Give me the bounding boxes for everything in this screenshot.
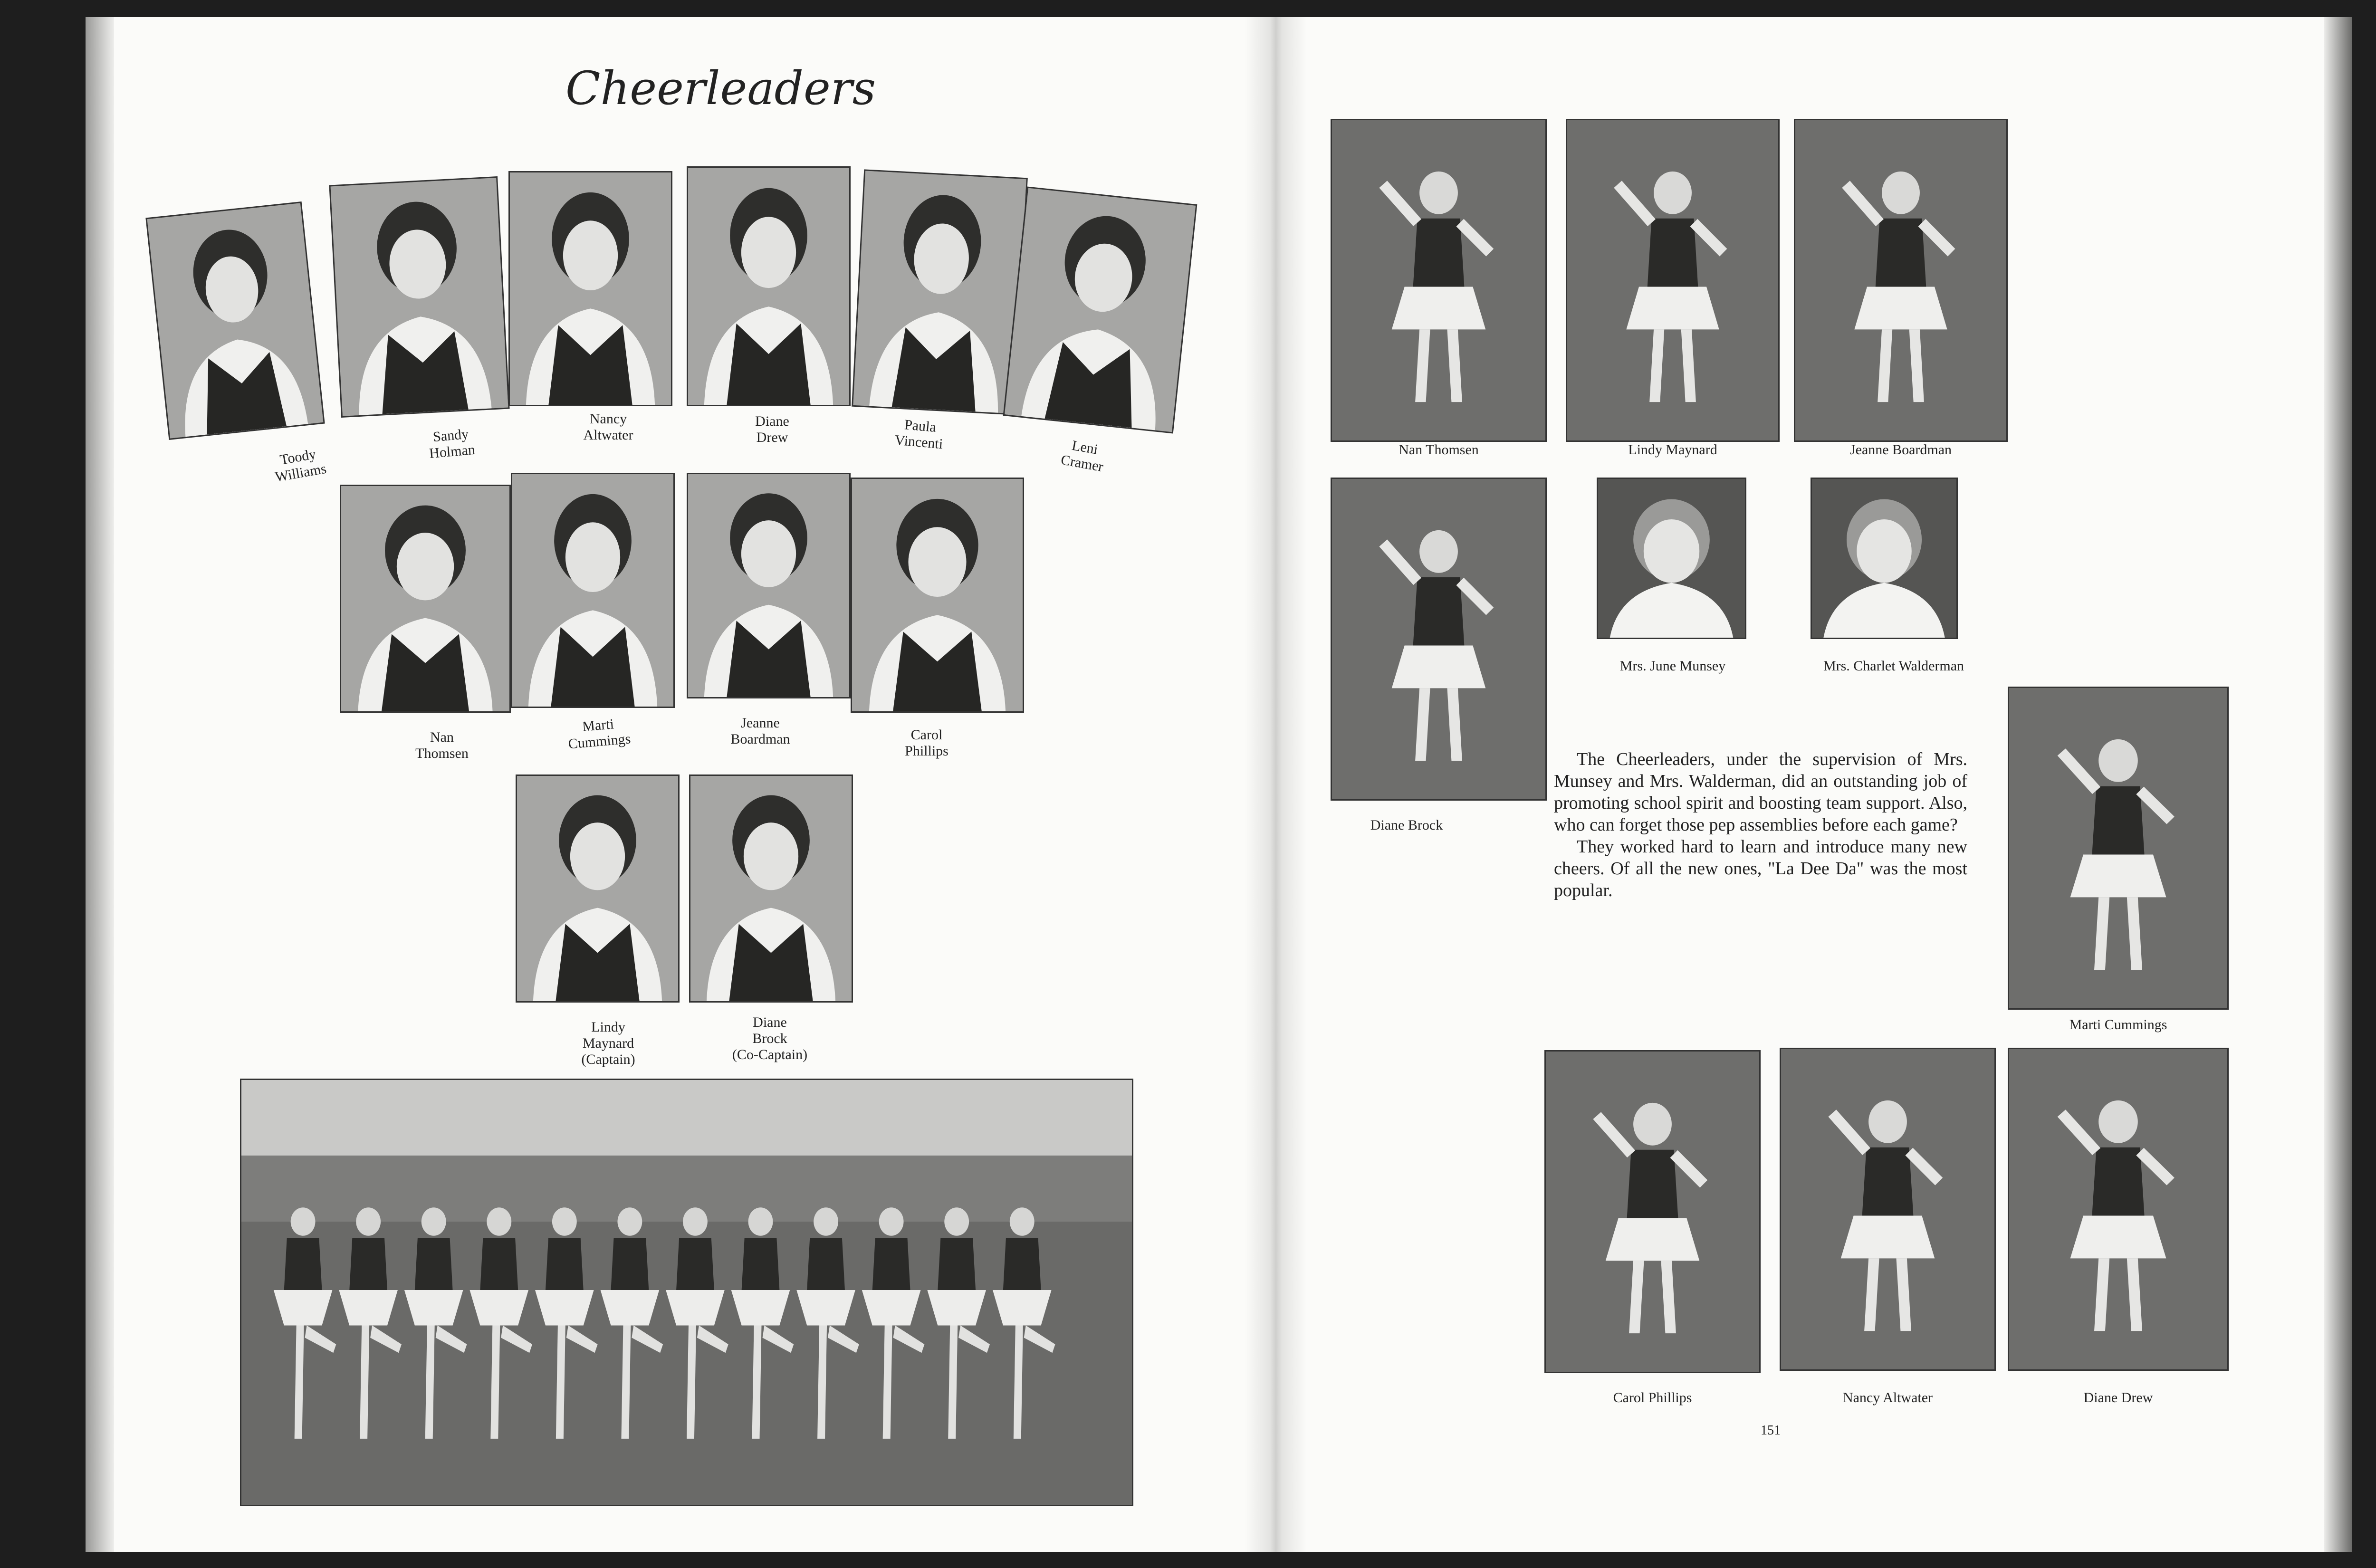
portrait-jeanne-boardman — [687, 473, 851, 698]
portrait-figure-icon — [517, 776, 678, 1001]
caption-paula-vincenti: Paula Vincenti — [894, 417, 944, 452]
caption-action-marti-cummings: Marti Cummings — [2069, 1017, 2167, 1033]
advisor-figure-icon — [1812, 479, 1956, 638]
action-photo-lindy-maynard — [1566, 119, 1780, 442]
book-spine — [1245, 17, 1307, 1552]
caption-action-carol-phillips: Carol Phillips — [1613, 1390, 1692, 1405]
advisor-figure-icon — [1598, 479, 1745, 638]
portrait-leni-cramer — [1003, 187, 1198, 434]
caption-diane-drew: Diane Drew — [755, 413, 789, 445]
action-photo-carol-phillips — [1544, 1050, 1761, 1373]
caption-diane-brock: Diane Brock (Co-Captain) — [732, 1014, 808, 1062]
page-title: Cheerleaders — [565, 62, 876, 115]
caption-action-lindy-maynard: Lindy Maynard — [1628, 442, 1717, 458]
article-text — [1554, 748, 1967, 901]
caption-nancy-altwater: Nancy Altwater — [583, 411, 633, 443]
portrait-nan-thomsen — [340, 485, 511, 713]
caption-action-nancy-altwater: Nancy Altwater — [1842, 1390, 1933, 1405]
portrait-figure-icon — [690, 776, 852, 1001]
action-figure-icon — [1332, 120, 1545, 440]
portrait-figure-icon — [688, 474, 849, 697]
portrait-figure-icon — [147, 203, 324, 438]
portrait-figure-icon — [331, 178, 508, 416]
action-figure-icon — [1332, 479, 1545, 799]
action-figure-icon — [1795, 120, 2006, 440]
caption-action-nan-thomsen: Nan Thomsen — [1399, 442, 1479, 458]
caption-carol-phillips: Carol Phillips — [905, 727, 948, 759]
action-figure-icon — [2009, 688, 2227, 1008]
portrait-lindy-maynard — [516, 774, 680, 1003]
article-paragraph-2: They worked hard to learn and introduce many new cheers. Of all the new ones, "La Dee Da" was the most popular. — [1554, 837, 1967, 900]
portrait-figure-icon — [510, 172, 671, 405]
portrait-figure-icon — [853, 171, 1026, 413]
portrait-figure-icon — [341, 486, 509, 711]
caption-action-diane-brock: Diane Brock — [1370, 817, 1443, 833]
caption-nan-thomsen: Nan Thomsen — [415, 729, 469, 761]
caption-marti-cummings: Marti Cummings — [567, 716, 632, 752]
caption-action-diane-drew: Diane Drew — [2083, 1390, 2153, 1405]
action-photo-nancy-altwater — [1780, 1048, 1996, 1371]
action-figure-icon — [2009, 1049, 2227, 1369]
action-photo-nan-thomsen — [1331, 119, 1547, 442]
caption-action-jeanne-boardman: Jeanne Boardman — [1849, 442, 1952, 458]
action-photo-diane-drew — [2008, 1048, 2229, 1371]
portrait-paula-vincenti — [852, 169, 1028, 415]
portrait-figure-icon — [512, 474, 673, 707]
caption-toody-williams: Toody Williams — [274, 446, 328, 485]
portrait-carol-phillips — [851, 478, 1024, 713]
book-edge-right — [2324, 17, 2352, 1552]
action-photo-jeanne-boardman — [1794, 119, 2008, 442]
group-figures-icon — [241, 1080, 1132, 1505]
portrait-figure-icon — [852, 479, 1023, 711]
group-photo-cheerleaders — [240, 1079, 1133, 1506]
action-figure-icon — [1781, 1049, 1994, 1369]
portrait-diane-drew — [687, 166, 851, 406]
article-paragraph-1: The Cheerleaders, under the supervision of Mrs. Munsey and Mrs. Walderman, did an outstanding job of promoting school spirit and boosting team support. Also, who can forget those pep assemblies before each game? — [1554, 749, 1967, 835]
portrait-figure-icon — [688, 168, 849, 405]
action-figure-icon — [1567, 120, 1778, 440]
action-photo-diane-brock — [1331, 478, 1547, 801]
caption-leni-cramer: Leni Cramer — [1059, 437, 1105, 475]
page-number: 151 — [1761, 1423, 1781, 1438]
caption-lindy-maynard: Lindy Maynard (Captain) — [581, 1019, 635, 1067]
caption-jeanne-boardman: Jeanne Boardman — [730, 715, 790, 747]
caption-charlet-walderman: Mrs. Charlet Walderman — [1823, 658, 1964, 674]
portrait-charlet-walderman — [1811, 478, 1958, 639]
action-figure-icon — [1546, 1052, 1759, 1372]
action-photo-marti-cummings — [2008, 687, 2229, 1010]
portrait-figure-icon — [1005, 188, 1196, 432]
portrait-diane-brock — [689, 774, 853, 1003]
portrait-june-munsey — [1597, 478, 1746, 639]
portrait-nancy-altwater — [508, 171, 672, 406]
portrait-toody-williams — [145, 201, 325, 440]
portrait-marti-cummings — [511, 473, 675, 708]
caption-june-munsey: Mrs. June Munsey — [1619, 658, 1726, 674]
caption-sandy-holman: Sandy Holman — [428, 426, 476, 462]
portrait-sandy-holman — [329, 176, 509, 418]
book-edge-left — [86, 17, 114, 1552]
